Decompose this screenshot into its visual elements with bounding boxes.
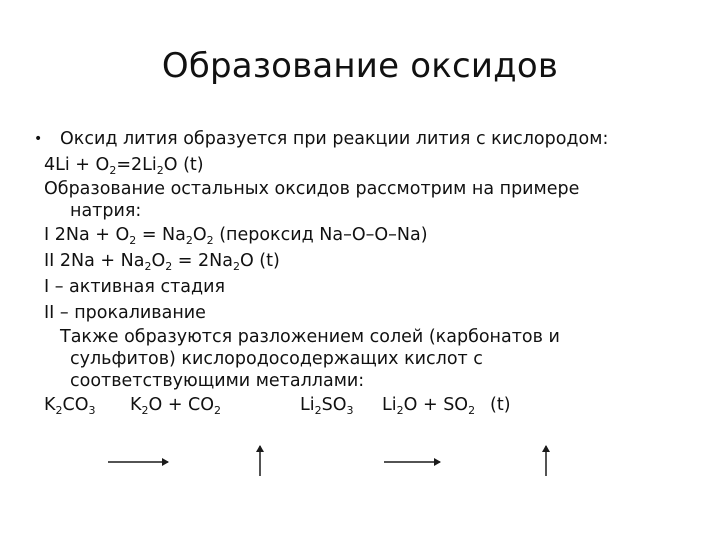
subscript: 3 xyxy=(88,404,96,417)
formula-k2o-co2 xyxy=(130,392,221,418)
formula-part: II 2Na + Na xyxy=(44,251,145,271)
formula-part: I 2Na + O xyxy=(44,225,130,245)
subscript: 2 xyxy=(55,404,63,417)
text-line: натрия: xyxy=(70,201,142,221)
subscript: 2 xyxy=(232,260,240,273)
subscript: 2 xyxy=(156,164,164,177)
decomposition-equations xyxy=(44,392,704,418)
text-line: II – прокаливание xyxy=(44,303,206,323)
formula-part: O xyxy=(192,225,207,245)
subscript: 3 xyxy=(346,404,354,417)
formula-part: =2Li xyxy=(116,155,157,175)
subscript: 2 xyxy=(214,404,222,417)
slide-body xyxy=(34,126,704,418)
formula-part: O xyxy=(151,251,166,271)
formula-k2co3 xyxy=(44,392,95,418)
formula-li2o-so2 xyxy=(382,392,475,418)
formula-part: CO xyxy=(62,395,89,415)
text-line: Оксид лития образуется при реакции лития с кислородом: xyxy=(60,129,609,149)
subscript: 2 xyxy=(144,260,152,273)
formula-part: SO xyxy=(321,395,347,415)
formula-part: = Na xyxy=(136,225,186,245)
subscript: 2 xyxy=(141,404,149,417)
formula-part: K xyxy=(130,395,142,415)
formula-part: Li xyxy=(382,395,397,415)
subscript: 2 xyxy=(129,234,137,247)
reaction-na-1 xyxy=(44,222,704,248)
formula-part: Li xyxy=(300,395,315,415)
text-line: сульфитов) кислородосодержащих кислот с xyxy=(70,349,483,369)
text-line: Также образуются разложением солей (карбонатов и xyxy=(60,327,560,347)
reaction-li xyxy=(44,152,704,178)
subscript: 2 xyxy=(109,164,117,177)
reaction-na-2 xyxy=(44,248,704,274)
text-line: соответствующими металлами: xyxy=(70,371,365,391)
formula-li2so3 xyxy=(300,392,354,418)
subscript: 2 xyxy=(206,234,214,247)
subscript: 2 xyxy=(185,234,193,247)
formula-part: (пероксид Na–O–O–Na) xyxy=(213,225,428,245)
bullet-icon: • xyxy=(34,131,43,147)
formula-part: O (t) xyxy=(239,251,280,271)
bullet-line xyxy=(34,126,704,152)
subscript: 2 xyxy=(396,404,404,417)
condition-heat: (t) xyxy=(490,395,511,415)
formula-part: O (t) xyxy=(163,155,204,175)
formula-part: K xyxy=(44,395,56,415)
text-line: Образование остальных оксидов рассмотрим на примере xyxy=(44,179,580,199)
text-line: I – активная стадия xyxy=(44,277,226,297)
formula-part: 4Li + O xyxy=(44,155,110,175)
formula-part: = 2Na xyxy=(172,251,233,271)
subscript: 2 xyxy=(468,404,476,417)
formula-part: O + CO xyxy=(148,395,215,415)
subscript: 2 xyxy=(314,404,322,417)
slide-title: Образование оксидов xyxy=(161,46,559,86)
formula-part: O + SO xyxy=(403,395,469,415)
subscript: 2 xyxy=(165,260,173,273)
